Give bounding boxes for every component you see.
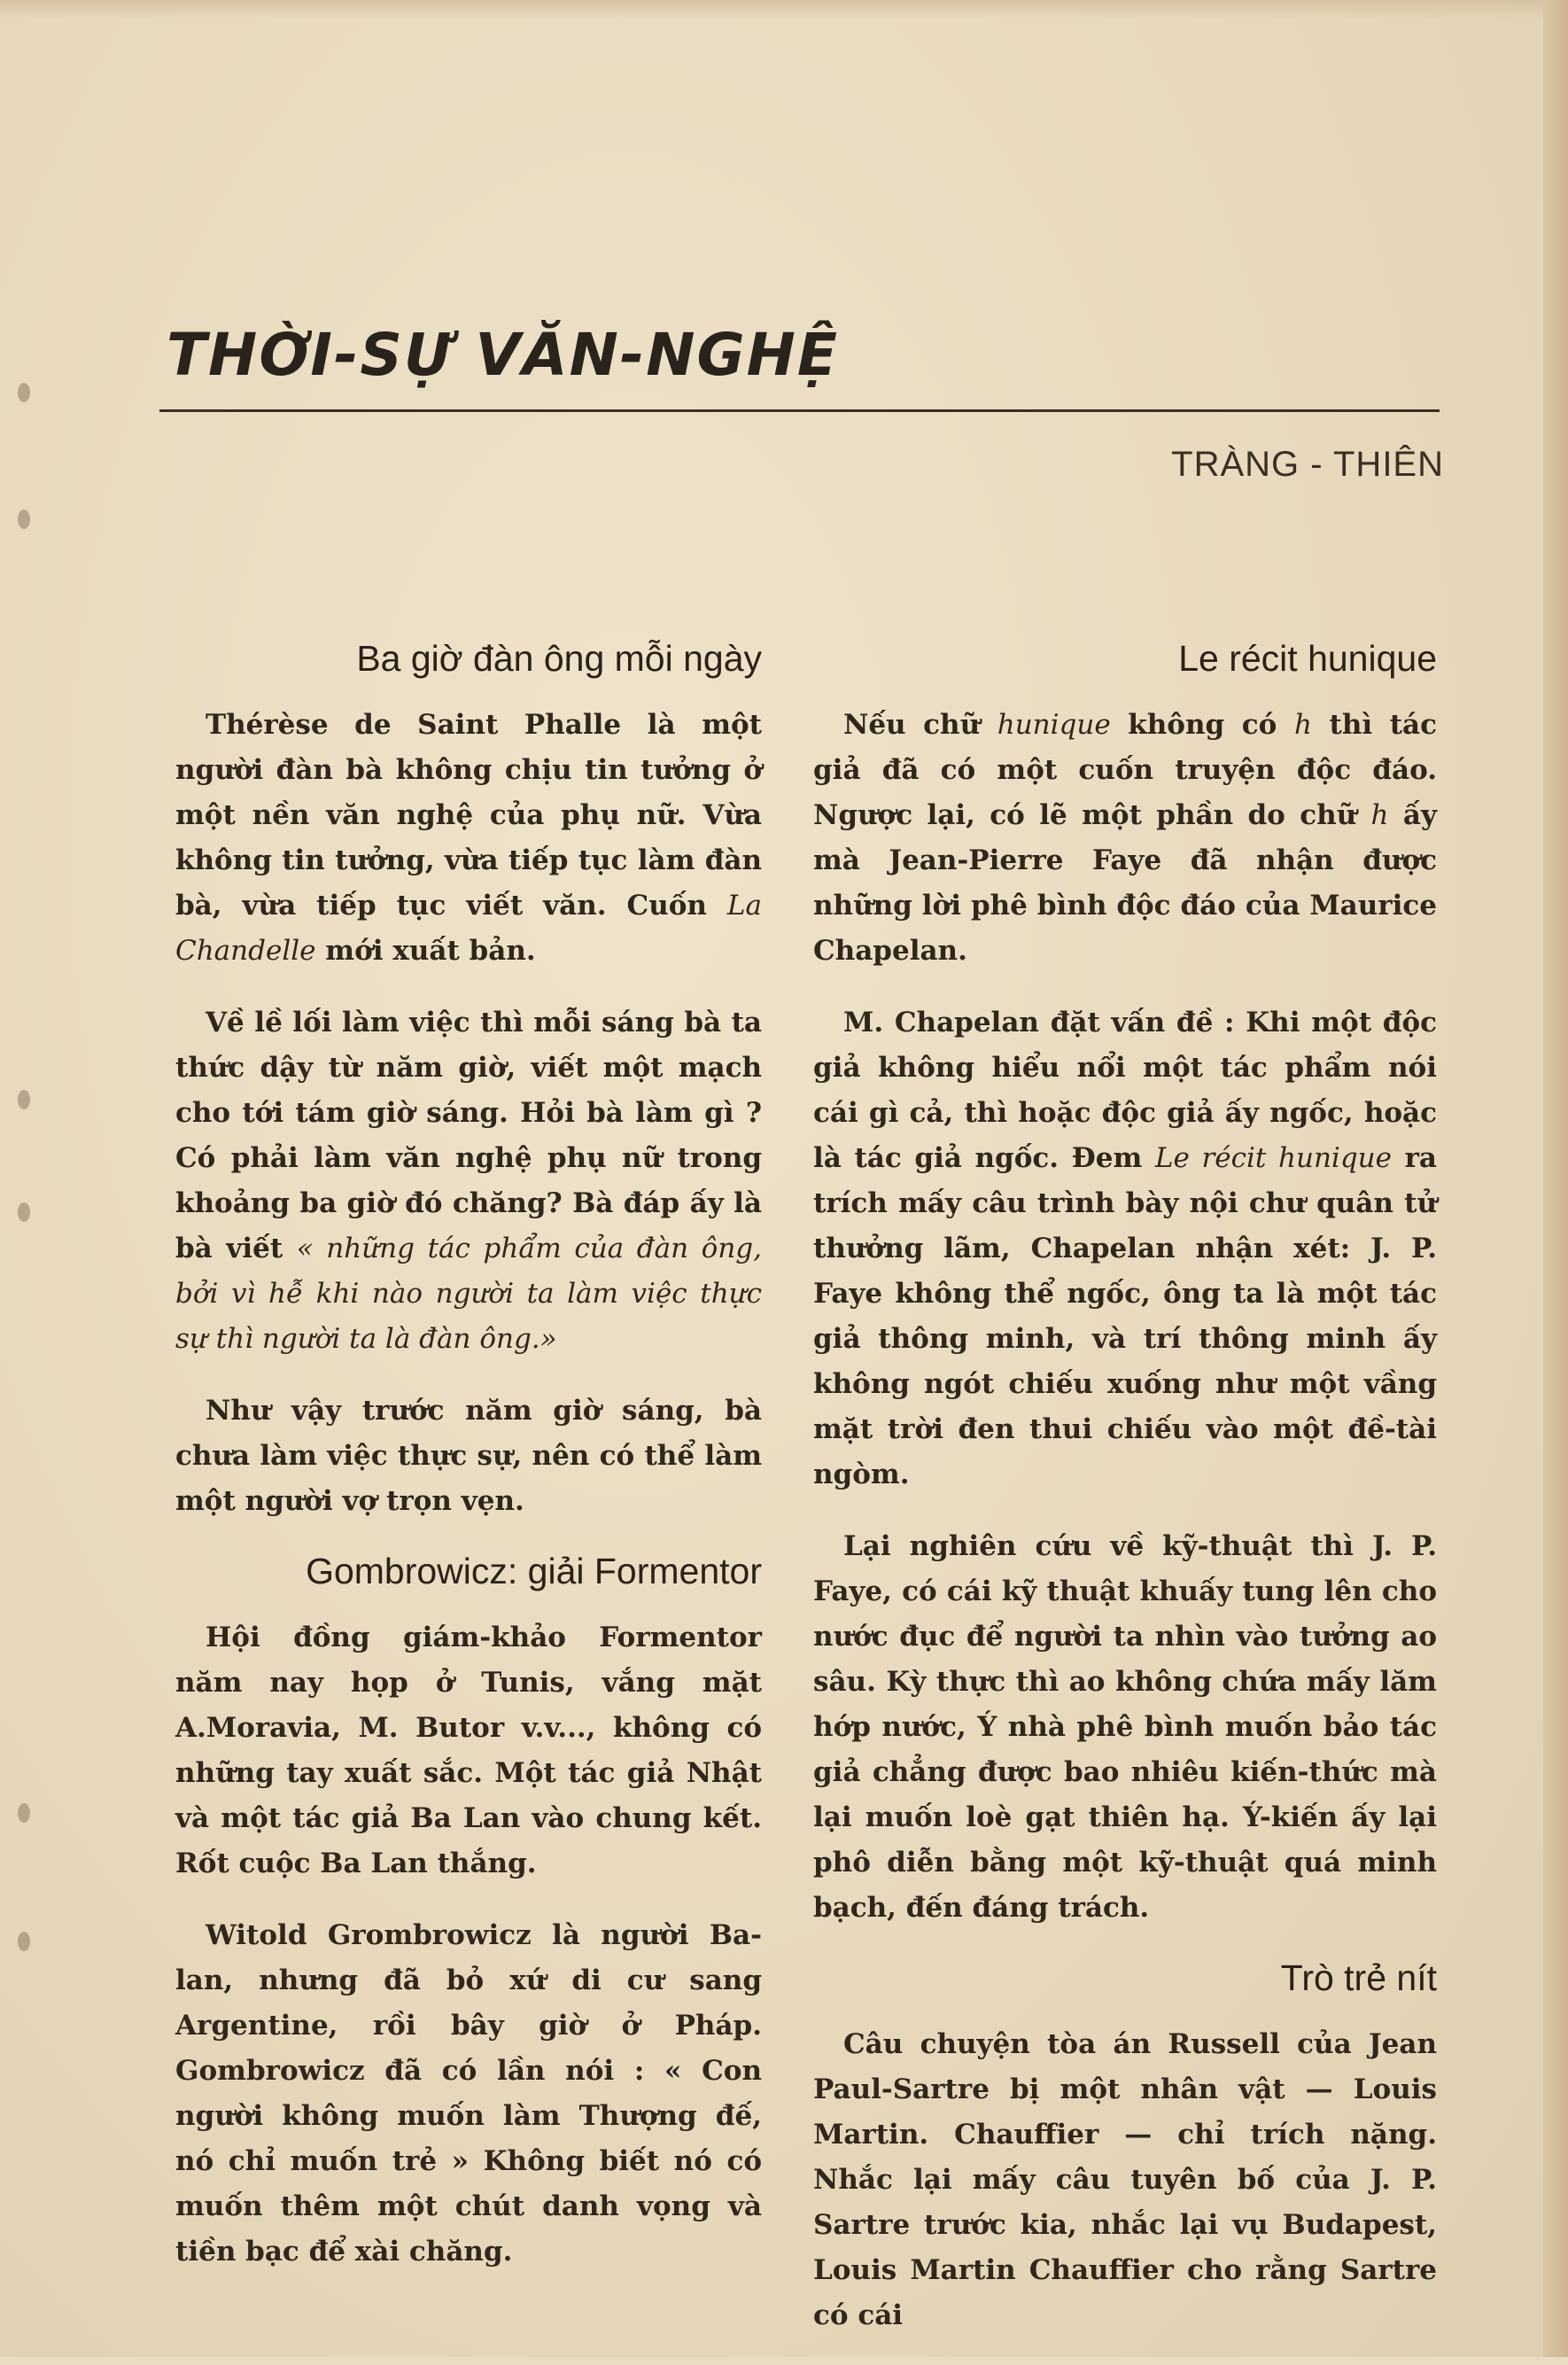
article-heading: Gombrowicz: giải Formentor bbox=[306, 1551, 762, 1591]
article-tro-tre-nit bbox=[813, 1957, 1437, 2338]
italic-letter: h bbox=[1370, 799, 1389, 831]
paper-right-edge bbox=[1543, 0, 1568, 2357]
article-heading: Le récit hunique bbox=[1178, 638, 1437, 679]
book-title: La Chandelle bbox=[175, 890, 762, 967]
binding-hole bbox=[18, 510, 30, 529]
article-ba-gio-dan-ong bbox=[175, 638, 762, 1524]
italic-letter: h bbox=[1293, 709, 1312, 741]
article-gombrowicz bbox=[175, 1551, 762, 2275]
article-paragraph bbox=[813, 703, 1437, 974]
article-paragraph bbox=[175, 703, 762, 974]
section-title: THỜI-SỰ VĂN-NGHỆ bbox=[167, 321, 839, 389]
article-paragraph: Lại nghiên cứu về kỹ-thuật thì J. P. Faye, có cái kỹ thuật khuấy tung lên cho nước đục để người ta nhìn vào tưởng ao sâu. Kỳ thực thì ao không chứa mấy lăm hớp nước, Ý nhà phê bình muốn bảo tác giả chẳng được bao nhiêu kiến-thức mà lại muốn loè gạt thiên hạ. Ý-kiến ấy lại phô diễn bằng một kỹ-thuật quá minh bạch, đến đáng trách. bbox=[813, 1530, 1437, 1924]
text-run: không có bbox=[1110, 709, 1294, 741]
left-column bbox=[175, 638, 762, 2301]
binding-hole bbox=[18, 1803, 30, 1823]
article-paragraph: Như vậy trước năm giờ sáng, bà chưa làm việc thực sự, nên có thể làm một người vợ trọn vẹn. bbox=[175, 1395, 762, 1517]
article-heading: Trò trẻ nít bbox=[1280, 1957, 1437, 1998]
binding-hole bbox=[18, 383, 30, 402]
text-run: ấy mà Jean-Pierre Faye đã nhận được những lời phê bình độc đáo của Maurice Chapelan. bbox=[813, 799, 1437, 967]
right-column bbox=[813, 638, 1437, 2365]
title-divider bbox=[159, 409, 1440, 412]
binding-holes bbox=[18, 0, 53, 2357]
book-title: Le récit hunique bbox=[1154, 1142, 1392, 1174]
text-run: Nếu chữ bbox=[843, 709, 997, 741]
binding-hole bbox=[18, 1202, 30, 1222]
binding-hole bbox=[18, 1090, 30, 1109]
article-paragraph bbox=[175, 1000, 762, 1362]
article-paragraph bbox=[813, 1000, 1437, 1498]
article-paragraph: Câu chuyện tòa án Russell của Jean Paul-Sartre bị một nhân vật — Louis Martin. Chauffier — chỉ trích nặng. Nhắc lại mấy câu tuyên bố của J. P. Sartre trước kia, nhắc lại vụ Budapest, Louis Martin Chauffier cho rằng Sartre có cái bbox=[813, 2028, 1437, 2331]
quotation: « những tác phẩm của đàn ông, bởi vì hễ khi nào người ta làm việc thực sự thì người ta là đàn ông.» bbox=[175, 1233, 762, 1355]
text-run: ra trích mấy câu trình bày nội chư quân tử thưởng lãm, Chapelan nhận xét: J. P. Faye không thể ngốc, ông ta là một tác giả thông minh, và trí thông minh ấy không ngót chiếu xuống như một vầng mặt trời đen thui chiếu vào một đề-tài ngòm. bbox=[813, 1142, 1438, 1490]
article-heading: Ba giờ đàn ông mỗi ngày bbox=[356, 638, 762, 679]
author-byline: TRÀNG - THIÊN bbox=[1171, 445, 1444, 484]
paper-top-edge bbox=[0, 0, 1568, 19]
article-le-recit-hunique bbox=[813, 638, 1437, 1931]
article-paragraph: Hội đồng giám-khảo Formentor năm nay họp ở Tunis, vắng mặt A.Moravia, M. Butor v.v..., không có những tay xuất sắc. Một tác giả Nhật và một tác giả Ba Lan vào chung kết. Rốt cuộc Ba Lan thắng. bbox=[175, 1622, 762, 1879]
article-paragraph: Witold Grombrowicz là người Ba-lan, nhưng đã bỏ xứ di cư sang Argentine, rồi bây giờ ở Pháp. Gombrowicz đã có lần nói : « Con người không muốn làm Thượng đế, nó chỉ muốn trẻ » Không biết nó có muốn thêm một chút danh vọng và tiền bạc để xài chăng. bbox=[175, 1919, 762, 2268]
italic-word: hunique bbox=[997, 709, 1111, 741]
binding-hole bbox=[18, 1932, 30, 1951]
text-run: mới xuất bản. bbox=[315, 935, 536, 967]
text-run: Thérèse de Saint Phalle là một người đàn bà không chịu tin tưởng ở một nền văn nghệ của phụ nữ. Vừa không tin tưởng, vừa tiếp tục làm đàn bà, vừa tiếp tục viết văn. Cuốn bbox=[175, 709, 762, 922]
text-run: Về lề lối làm việc thì mỗi sáng bà ta thức dậy từ năm giờ, viết một mạch cho tới tám giờ sáng. Hỏi bà làm gì ? Có phải làm văn nghệ phụ nữ trong khoảng ba giờ đó chăng? Bà đáp ấy là bà viết bbox=[175, 1007, 762, 1264]
text-run: thì tác giả đã có một cuốn truyện độc đáo. Ngược lại, có lẽ một phần do chữ bbox=[813, 709, 1437, 831]
text-run: M. Chapelan đặt vấn đề : Khi một độc giả không hiểu nổi một tác phẩm nói cái gì cả, thì hoặc độc giả ấy ngốc, hoặc là tác giả ngốc. Đem bbox=[813, 1007, 1437, 1174]
